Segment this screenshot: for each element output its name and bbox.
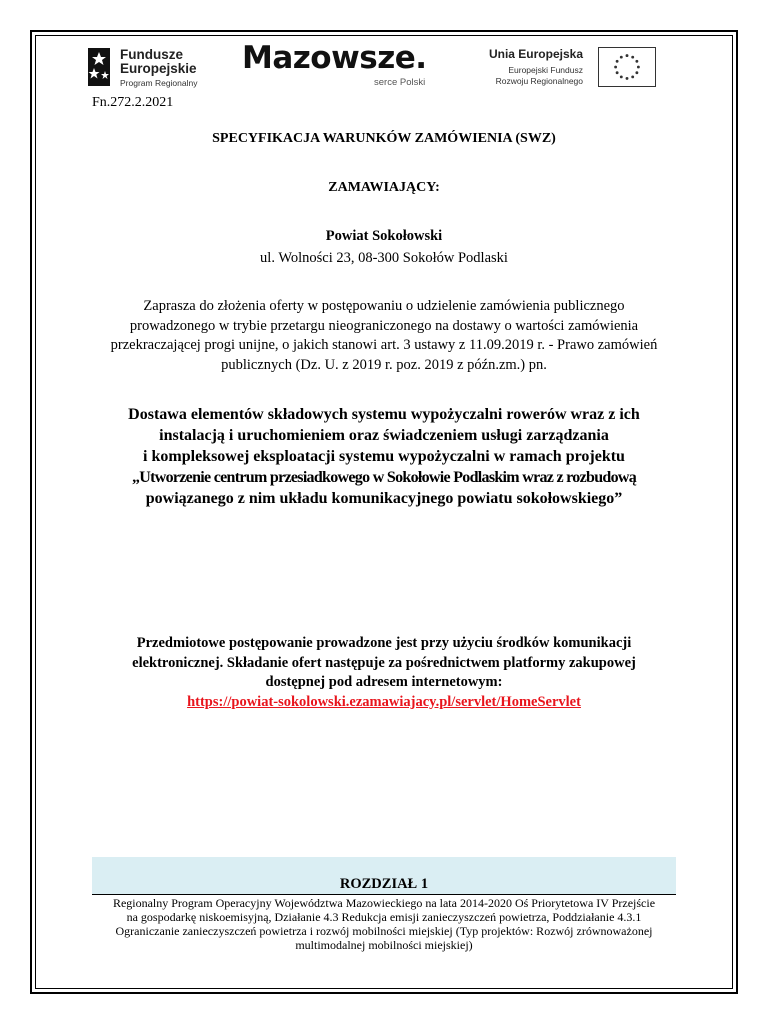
unia-europejska-logo	[480, 47, 660, 91]
subject-line: powiązanego z nim układu komunikacyjnego powiatu sokołowskiego”	[145, 490, 623, 507]
buyer-label: ZAMAWIAJĄCY:	[328, 180, 440, 195]
ue-logo-line3: Rozwoju Regionalnego	[495, 76, 583, 86]
contract-subject	[92, 404, 676, 509]
subject-line: „Utworzenie centrum przesiadkowego w Sokołowie Podlaskim wraz z rozbudową	[131, 469, 637, 486]
electronic-communication-notice	[92, 634, 676, 712]
electronic-line: dostępnej pod adresem internetowym:	[265, 674, 503, 690]
subject-line: i kompleksowej eksploatacji systemu wypożyczalni w ramach projektu	[143, 448, 625, 465]
invitation-line: przekraczającej progi unijne, o jakich stanowi art. 3 ustawy z 11.09.2019 r. - Prawo zamówień	[110, 337, 658, 353]
electronic-line: Przedmiotowe postępowanie prowadzone jest przy użyciu środków komunikacji	[136, 635, 632, 651]
invitation-line: prowadzonego w trybie przetargu nieograniczonego na dostawy o wartości zamówienia	[129, 317, 639, 334]
fe-logo-line2: Europejskie	[120, 61, 197, 76]
fe-logo-line1: Fundusze	[120, 47, 183, 62]
page-border-inner	[35, 35, 733, 989]
fundusze-europejskie-logo	[84, 44, 214, 90]
footer-line: Regionalny Program Operacyjny Województwa Mazowieckiego na lata 2014-2020 Oś Priorytetowa IV Przejście	[112, 896, 656, 910]
invitation-line: Zaprasza do złożenia oferty w postępowaniu o udzielenie zamówienia publicznego	[143, 298, 625, 314]
chapter-heading: ROZDZIAŁ 1	[339, 876, 429, 892]
electronic-line: elektronicznej. Składanie ofert następuje za pośrednictwem platformy zakupowej	[132, 654, 636, 671]
eu-flag-icon	[598, 47, 656, 87]
mazowsze-wordmark: Mazowsze.	[242, 40, 427, 76]
footer-line: multimodalnej mobilności miejskiej)	[295, 938, 473, 952]
document-title: SPECYFIKACJA WARUNKÓW ZAMÓWIENIA (SWZ)	[212, 131, 556, 146]
footer-line: Ograniczanie zanieczyszczeń powietrza i rozwój mobilności miejskiej (Typ projektów: Rozwój zrównoważonej	[115, 924, 653, 938]
mazowsze-tagline: serce Polski	[374, 77, 426, 88]
ue-logo-line1: Unia Europejska	[488, 47, 583, 61]
reference-number: Fn.272.2.2021	[92, 95, 174, 110]
platform-url-link[interactable]: https://powiat-sokolowski.ezamawiajacy.pl/servlet/HomeServlet	[187, 693, 581, 710]
subject-line: instalacją i uruchomieniem oraz świadczeniem usługi zarządzania	[159, 427, 609, 444]
buyer-name: Powiat Sokołowski	[325, 228, 443, 244]
invitation-line: publicznych (Dz. U. z 2019 r. poz. 2019 z późn.zm.) pn.	[221, 356, 547, 373]
fe-logo-line3: Program Regionalny	[120, 78, 198, 88]
fe-stars-icon	[84, 44, 114, 90]
footer-line: na gospodarkę niskoemisyjną, Działanie 4.3 Redukcja emisji zanieczyszczeń powietrza, Poddziałanie 4.3.1	[126, 910, 642, 924]
mazowsze-logo	[240, 40, 450, 90]
footer-program-note	[92, 896, 676, 952]
ue-logo-line2: Europejski Fundusz	[508, 65, 583, 75]
subject-line: Dostawa elementów składowych systemu wypożyczalni rowerów wraz z ich	[128, 406, 640, 423]
invitation-paragraph	[92, 297, 676, 375]
buyer-address: ul. Wolności 23, 08-300 Sokołów Podlaski	[260, 250, 508, 266]
